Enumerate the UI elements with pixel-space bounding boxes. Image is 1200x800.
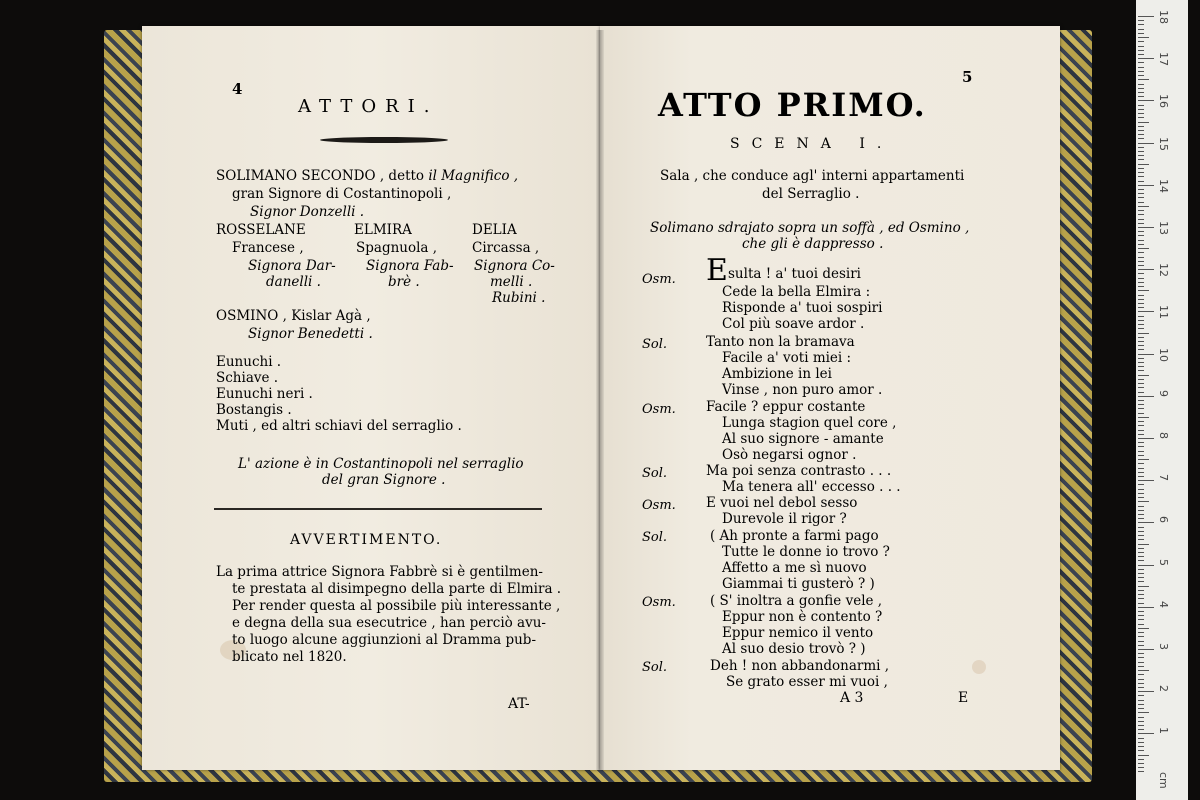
ruler-tick xyxy=(1138,257,1144,258)
cast-extra: Schiave . xyxy=(216,370,279,386)
ruler-tick xyxy=(1138,438,1154,439)
ruler-tick xyxy=(1138,24,1144,25)
ruler-tick xyxy=(1138,202,1144,203)
ruler-tick xyxy=(1138,624,1144,625)
ruler-tick xyxy=(1138,497,1144,498)
ruler-tick xyxy=(1138,506,1144,507)
act-title: ATTO PRIMO. xyxy=(658,86,927,124)
ruler-tick xyxy=(1138,425,1144,426)
ruler-tick xyxy=(1138,666,1144,667)
cast-delia-singer-cont: melli . xyxy=(490,274,533,290)
ruler-tick xyxy=(1138,636,1144,637)
verse-line: Ma tenera all' eccesso . . . xyxy=(722,479,901,495)
ruler-tick xyxy=(1138,387,1144,388)
ruler-tick xyxy=(1138,176,1144,177)
ruler-tick xyxy=(1138,307,1144,308)
ruler-tick xyxy=(1138,122,1149,123)
ruler-tick xyxy=(1138,662,1144,663)
ruler-tick xyxy=(1138,463,1144,464)
ruler-number: 4 xyxy=(1157,600,1170,608)
ruler-tick xyxy=(1138,755,1149,756)
drop-cap: E xyxy=(706,253,728,288)
ruler-tick xyxy=(1138,408,1144,409)
speaker-label: Osm. xyxy=(642,402,676,417)
ruler-tick xyxy=(1138,657,1144,658)
ruler-tick xyxy=(1138,771,1144,772)
ruler-tick xyxy=(1138,670,1149,671)
ruler-tick xyxy=(1138,569,1144,570)
ruler-tick xyxy=(1138,590,1144,591)
ruler-tick xyxy=(1138,295,1144,296)
verse-line: E vuoi nel debol sesso xyxy=(706,495,858,511)
verse-line: Cede la bella Elmira : xyxy=(722,284,871,300)
ruler-tick xyxy=(1138,50,1144,51)
ruler-tick xyxy=(1138,147,1144,148)
ruler-tick xyxy=(1138,383,1144,384)
ruler-tick xyxy=(1138,392,1144,393)
left-catchword: AT- xyxy=(508,696,530,712)
ruler-tick xyxy=(1138,269,1154,270)
ruler-number: 17 xyxy=(1157,52,1170,67)
ruler-tick xyxy=(1138,459,1149,460)
ruler-tick xyxy=(1138,468,1144,469)
ruler-tick xyxy=(1138,113,1144,114)
cast-elmira-singer: Signora Fab- xyxy=(366,258,454,274)
cast-extra: Muti , ed altri schiavi del serraglio . xyxy=(216,418,462,434)
ruler-tick xyxy=(1138,708,1144,709)
ruler-tick xyxy=(1138,573,1144,574)
stage-direction: Solimano sdrajato sopra un soffà , ed Osmino , xyxy=(650,220,970,236)
signature-mark: A 3 xyxy=(840,690,864,706)
cast-rosselane-singer-cont: danelli . xyxy=(266,274,321,290)
ruler-tick xyxy=(1138,67,1144,68)
verse-line: Tutte le donne io trovo ? xyxy=(722,544,890,560)
ruler-tick xyxy=(1138,299,1144,300)
ruler-tick xyxy=(1138,151,1144,152)
ruler-tick xyxy=(1138,375,1149,376)
ruler-tick xyxy=(1138,62,1144,63)
ruler-tick xyxy=(1138,379,1144,380)
ruler-tick xyxy=(1138,510,1144,511)
stage-direction: che gli è dappresso . xyxy=(742,236,884,252)
ruler-tick xyxy=(1138,354,1154,355)
ruler-tick xyxy=(1138,738,1144,739)
cast-delia-singer-alt: Rubini . xyxy=(492,290,546,306)
ruler-tick xyxy=(1138,46,1144,47)
ruler-number: 6 xyxy=(1157,516,1170,524)
speaker-label: Osm. xyxy=(642,498,676,513)
ruler-tick xyxy=(1138,586,1149,587)
ruler-tick xyxy=(1138,172,1144,173)
ruler-tick xyxy=(1138,683,1144,684)
ruler-tick xyxy=(1138,725,1144,726)
ruler-tick xyxy=(1138,282,1144,283)
verse-line: Lunga stagion quel core , xyxy=(722,415,897,431)
verse-line: Se grato esser mi vuoi , xyxy=(726,674,888,690)
cast-solimano-name: SOLIMANO SECONDO , detto xyxy=(216,168,429,184)
ruler-tick xyxy=(1138,645,1144,646)
ruler-tick xyxy=(1138,227,1154,228)
speaker-label: Osm. xyxy=(642,272,676,287)
ruler-tick xyxy=(1138,143,1154,144)
ruler-tick xyxy=(1138,96,1144,97)
ruler-tick xyxy=(1138,311,1154,312)
verse-line: ( S' inoltra a gonfie vele , xyxy=(710,593,883,609)
ruler-tick xyxy=(1138,598,1144,599)
ruler-tick xyxy=(1138,451,1144,452)
ruler-tick xyxy=(1138,472,1144,473)
verse-line: Col più soave ardor . xyxy=(722,316,865,332)
ruler-tick xyxy=(1138,560,1144,561)
ruler-number: 12 xyxy=(1157,263,1170,278)
ruler-tick xyxy=(1138,649,1154,650)
ruler-number: 14 xyxy=(1157,178,1170,193)
ruler-tick xyxy=(1138,565,1154,566)
ruler-tick xyxy=(1138,164,1149,165)
ruler-tick xyxy=(1138,767,1144,768)
ruler-tick xyxy=(1138,58,1154,59)
ruler-tick xyxy=(1138,603,1144,604)
ruler-tick xyxy=(1138,219,1144,220)
ruler-tick xyxy=(1138,130,1144,131)
ruler-tick xyxy=(1138,33,1144,34)
ruler-tick xyxy=(1138,556,1144,557)
ruler-tick xyxy=(1138,615,1144,616)
ruler-tick xyxy=(1138,324,1144,325)
avvertimento-line: blicato nel 1820. xyxy=(232,649,347,665)
section-divider xyxy=(214,508,542,510)
ruler-tick xyxy=(1138,763,1144,764)
ruler-tick xyxy=(1138,493,1144,494)
ruler-tick xyxy=(1138,527,1144,528)
verse-line: Risponde a' tuoi sospiri xyxy=(722,300,883,316)
ruler-tick xyxy=(1138,611,1144,612)
ruler-tick xyxy=(1138,168,1144,169)
verse-line: Durevole il rigor ? xyxy=(722,511,847,527)
ruler-tick xyxy=(1138,84,1144,85)
ruler-number: 18 xyxy=(1157,10,1170,24)
ruler-tick xyxy=(1138,223,1144,224)
ruler-tick xyxy=(1138,717,1144,718)
ruler-number: 16 xyxy=(1157,94,1170,109)
ruler-tick xyxy=(1138,316,1144,317)
avvertimento-title: AVVERTIMENTO. xyxy=(290,532,443,548)
verse-line: Affetto a me sì nuovo xyxy=(722,560,867,576)
ruler-tick xyxy=(1138,446,1144,447)
ruler-tick xyxy=(1138,189,1144,190)
book-gutter xyxy=(596,30,604,770)
paper-stain xyxy=(972,660,986,674)
left-page-number: 4 xyxy=(232,80,243,98)
ruler-tick xyxy=(1138,476,1144,477)
avvertimento-line: e degna della sua esecutrice , han perciò avu- xyxy=(232,615,546,631)
cast-solimano-title: gran Signore di Costantinopoli , xyxy=(232,186,452,202)
ruler-tick xyxy=(1138,455,1144,456)
ruler-tick xyxy=(1138,480,1154,481)
ruler-tick xyxy=(1138,181,1144,182)
ruler-tick xyxy=(1138,522,1154,523)
cast-elmira-singer-cont: brè . xyxy=(388,274,420,290)
ruler-tick xyxy=(1138,345,1144,346)
ruler-tick xyxy=(1138,214,1144,215)
ruler-tick xyxy=(1138,337,1144,338)
ruler-tick xyxy=(1138,733,1154,734)
ruler-tick xyxy=(1138,100,1154,101)
ruler-number: 1 xyxy=(1157,727,1170,735)
ruler-tick xyxy=(1138,349,1144,350)
ruler-tick xyxy=(1138,632,1144,633)
cast-title: ATTORI. xyxy=(298,96,439,117)
verse-line: Facile a' voti miei : xyxy=(722,350,852,366)
ruler-tick xyxy=(1138,746,1144,747)
scene-setting: del Serraglio . xyxy=(762,186,860,202)
ruler-tick xyxy=(1138,252,1144,253)
ruler-tick xyxy=(1138,88,1144,89)
ruler-tick xyxy=(1138,721,1144,722)
ruler-tick xyxy=(1138,117,1144,118)
ruler-tick xyxy=(1138,641,1144,642)
ruler-tick xyxy=(1138,539,1144,540)
ruler-tick xyxy=(1138,421,1144,422)
verse-line: Eppur nemico il vento xyxy=(722,625,874,641)
ruler-tick xyxy=(1138,231,1144,232)
ruler-tick xyxy=(1138,159,1144,160)
ruler-number: 7 xyxy=(1157,474,1170,482)
ruler-tick xyxy=(1138,286,1144,287)
ruler-tick xyxy=(1138,29,1144,30)
verse-line: Al suo signore - amante xyxy=(722,431,884,447)
ruler-tick xyxy=(1138,341,1144,342)
ruler-number: 15 xyxy=(1157,136,1170,151)
ruler-tick xyxy=(1138,750,1144,751)
ruler-tick xyxy=(1138,362,1144,363)
cast-rosselane-name: ROSSELANE xyxy=(216,222,306,238)
ruler-tick xyxy=(1138,430,1144,431)
ruler-tick xyxy=(1138,396,1154,397)
cast-solimano-singer: Signor Donzelli . xyxy=(250,204,365,220)
ruler-number: 11 xyxy=(1157,305,1170,320)
ornamental-rule xyxy=(320,137,448,143)
ruler-tick xyxy=(1138,71,1144,72)
ruler-tick xyxy=(1138,413,1144,414)
ruler-tick xyxy=(1138,109,1144,110)
ruler-tick xyxy=(1138,531,1144,532)
ruler-tick xyxy=(1138,185,1154,186)
ruler-tick xyxy=(1138,518,1144,519)
ruler-tick xyxy=(1138,92,1144,93)
ruler-tick xyxy=(1138,489,1144,490)
ruler-tick xyxy=(1138,328,1144,329)
ruler-tick xyxy=(1138,75,1144,76)
verse-line: Deh ! non abbandonarmi , xyxy=(710,658,890,674)
ruler-tick xyxy=(1138,138,1144,139)
setting-line: del gran Signore . xyxy=(322,472,446,488)
ruler-tick xyxy=(1138,501,1149,502)
ruler-tick xyxy=(1138,134,1144,135)
ruler-tick xyxy=(1138,197,1144,198)
ruler-tick xyxy=(1138,417,1149,418)
ruler-tick xyxy=(1138,619,1144,620)
cast-solimano xyxy=(216,168,518,184)
scene-title: SCENA I. xyxy=(730,136,894,152)
ruler-tick xyxy=(1138,265,1144,266)
verse-line: ( Ah pronte a farmi pago xyxy=(710,528,879,544)
ruler-number: 13 xyxy=(1157,221,1170,235)
verse-line: sulta ! a' tuoi desiri xyxy=(728,266,861,282)
ruler-number: 8 xyxy=(1157,432,1170,439)
speaker-label: Sol. xyxy=(642,660,668,675)
ruler-tick xyxy=(1138,700,1144,701)
ruler-tick xyxy=(1138,290,1149,291)
ruler-tick xyxy=(1138,742,1144,743)
cast-extra: Eunuchi . xyxy=(216,354,282,370)
verse-line: Al suo desio trovò ? ) xyxy=(722,641,866,657)
avvertimento-line: La prima attrice Signora Fabbrè si è gentilmen- xyxy=(216,564,543,580)
ruler-number: 9 xyxy=(1157,389,1170,397)
right-catchword: E xyxy=(958,690,969,706)
cast-osmino: OSMINO , Kislar Agà , xyxy=(216,308,371,324)
ruler-tick xyxy=(1138,16,1154,17)
ruler-tick xyxy=(1138,544,1149,545)
ruler-tick xyxy=(1138,653,1144,654)
ruler-tick xyxy=(1138,514,1144,515)
ruler-tick xyxy=(1138,155,1144,156)
verse-line: Eppur non è contento ? xyxy=(722,609,883,625)
verse-line: Facile ? eppur costante xyxy=(706,399,866,415)
ruler-tick xyxy=(1138,434,1144,435)
ruler-tick xyxy=(1138,20,1144,21)
ruler-tick xyxy=(1138,404,1144,405)
ruler-tick xyxy=(1138,759,1144,760)
cast-extra: Eunuchi neri . xyxy=(216,386,313,402)
cast-elmira-name: ELMIRA xyxy=(354,222,412,238)
verse-line: Vinse , non puro amor . xyxy=(722,382,883,398)
ruler-tick xyxy=(1138,695,1144,696)
cast-elmira-origin: Spagnuola , xyxy=(356,240,438,256)
setting-line: L' azione è in Costantinopoli nel serraglio xyxy=(238,456,524,472)
ruler-number: 2 xyxy=(1157,685,1170,693)
ruler-tick xyxy=(1138,41,1144,42)
ruler-tick xyxy=(1138,54,1144,55)
ruler-number: 5 xyxy=(1157,558,1170,566)
ruler-tick xyxy=(1138,607,1154,608)
ruler-tick xyxy=(1138,240,1144,241)
ruler-tick xyxy=(1138,248,1149,249)
cast-rosselane-origin: Francese , xyxy=(232,240,304,256)
avvertimento-line: Per render questa al possibile più interessante , xyxy=(232,598,561,614)
scene-setting: Sala , che conduce agl' interni appartamenti xyxy=(660,168,965,184)
avvertimento-line: to luogo alcune aggiunzioni al Dramma pub- xyxy=(232,632,537,648)
ruler-tick xyxy=(1138,235,1144,236)
verse-line: Osò negarsi ognor . xyxy=(722,447,857,463)
ruler-tick xyxy=(1138,303,1144,304)
verse-line: Giammai ti gusterò ? ) xyxy=(722,576,875,592)
ruler-tick xyxy=(1138,366,1144,367)
ruler-tick xyxy=(1138,687,1144,688)
ruler-number: 10 xyxy=(1157,347,1170,362)
ruler-unit: cm xyxy=(1157,772,1170,789)
ruler-tick xyxy=(1138,704,1144,705)
cast-delia-name: DELIA xyxy=(472,222,517,238)
ruler-tick xyxy=(1138,691,1154,692)
ruler-tick xyxy=(1138,333,1149,334)
cast-rosselane-singer: Signora Dar- xyxy=(248,258,336,274)
ruler-tick xyxy=(1138,577,1144,578)
ruler-tick xyxy=(1138,729,1144,730)
ruler-tick xyxy=(1138,320,1144,321)
ruler-tick xyxy=(1138,712,1149,713)
avvertimento-line: te prestata al disimpegno della parte di Elmira . xyxy=(232,581,562,597)
ruler-tick xyxy=(1138,581,1144,582)
ruler-tick xyxy=(1138,79,1149,80)
speaker-label: Sol. xyxy=(642,337,668,352)
ruler-tick xyxy=(1138,594,1144,595)
right-page-number: 5 xyxy=(962,68,973,86)
ruler-tick xyxy=(1138,210,1144,211)
ruler-tick xyxy=(1138,358,1144,359)
ruler-tick xyxy=(1138,400,1144,401)
cast-extra: Bostangis . xyxy=(216,402,292,418)
ruler-tick xyxy=(1138,278,1144,279)
speaker-label: Sol. xyxy=(642,466,668,481)
verse-line: Ma poi senza contrasto . . . xyxy=(706,463,892,479)
ruler-tick xyxy=(1138,679,1144,680)
ruler-tick xyxy=(1138,442,1144,443)
ruler-tick xyxy=(1138,261,1144,262)
ruler-tick xyxy=(1138,244,1144,245)
cast-delia-singer: Signora Co- xyxy=(474,258,555,274)
ruler-tick xyxy=(1138,273,1144,274)
cast-solimano-epithet: il Magnifico , xyxy=(428,168,519,184)
ruler-tick xyxy=(1138,674,1144,675)
ruler-tick xyxy=(1138,37,1149,38)
ruler-tick xyxy=(1138,535,1144,536)
ruler-tick xyxy=(1138,206,1149,207)
ruler-tick xyxy=(1138,193,1144,194)
speaker-label: Sol. xyxy=(642,530,668,545)
ruler-tick xyxy=(1138,370,1144,371)
ruler-tick xyxy=(1138,484,1144,485)
ruler-tick xyxy=(1138,552,1144,553)
ruler-tick xyxy=(1138,548,1144,549)
cast-osmino-singer: Signor Benedetti . xyxy=(248,326,373,342)
verse-line: Tanto non la bramava xyxy=(706,334,855,350)
speaker-label: Osm. xyxy=(642,595,676,610)
cast-delia-origin: Circassa , xyxy=(472,240,540,256)
ruler-number: 3 xyxy=(1157,643,1170,650)
verse-line: Ambizione in lei xyxy=(722,366,832,382)
ruler-tick xyxy=(1138,105,1144,106)
ruler-tick xyxy=(1138,628,1149,629)
ruler-tick xyxy=(1138,126,1144,127)
